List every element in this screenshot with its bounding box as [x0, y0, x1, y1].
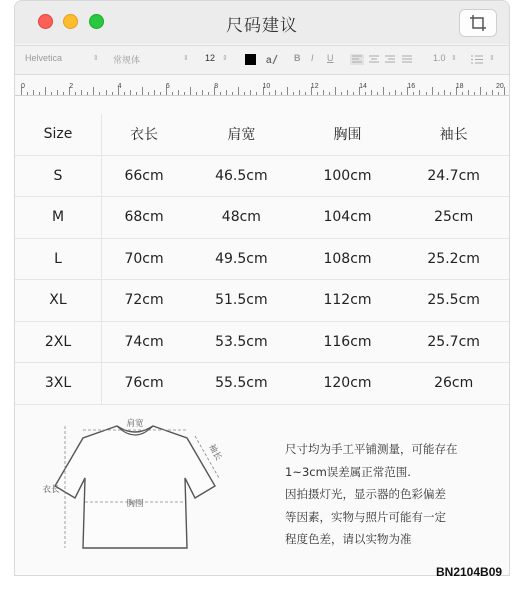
ruler-tick: [99, 92, 100, 95]
ruler-tick: [480, 87, 481, 95]
product-code: BN2104B09: [436, 565, 503, 579]
list-chevron-icon: ⇕: [489, 54, 495, 62]
table-row: [15, 197, 509, 239]
table-cell: 70cm: [102, 238, 187, 280]
title-bar: [15, 1, 509, 44]
ruler-tick: [238, 87, 239, 95]
table-cell: 104cm: [297, 197, 399, 239]
alignment-buttons[interactable]: [350, 54, 420, 65]
tshirt-outline-icon: [55, 426, 215, 548]
text-color-swatch[interactable]: [245, 54, 256, 65]
ruler-label: 18: [455, 83, 464, 90]
table-cell: 108cm: [297, 238, 399, 280]
ruler-label: 4: [117, 83, 122, 90]
ruler-tick: [112, 92, 113, 95]
ruler-tick: [124, 92, 125, 95]
ruler-tick: [474, 92, 475, 95]
table-cell: 51.5cm: [186, 280, 297, 322]
note-line: 1~3cm误差属正常范围.: [285, 464, 411, 479]
ruler-tick: [232, 92, 233, 95]
note-line: 程度色差，请以实物为准: [285, 532, 412, 546]
table-cell: 116cm: [297, 321, 399, 363]
ruler-tick: [172, 92, 173, 95]
table-cell: 3XL: [15, 363, 102, 405]
table-cell: 2XL: [15, 321, 102, 363]
ruler-tick: [75, 92, 76, 95]
ruler-tick: [498, 92, 499, 95]
ruler-tick: [426, 92, 427, 95]
measurement-note: [285, 438, 495, 551]
ruler-tick: [504, 87, 505, 95]
ruler-tick: [81, 90, 82, 95]
table-header-cell: Size: [15, 114, 102, 155]
ruler-tick: [106, 90, 107, 95]
ruler-tick: [401, 92, 402, 95]
window-title: 尺码建议: [226, 16, 298, 36]
bold-button[interactable]: B: [294, 53, 301, 63]
ruler-tick: [468, 90, 469, 95]
font-style-select[interactable]: 常规体: [113, 55, 141, 65]
ruler[interactable]: [15, 75, 509, 96]
table-row: [15, 155, 509, 197]
crop-icon: [469, 14, 487, 32]
line-spacing-chevron-icon: ⇕: [451, 54, 457, 62]
font-size-chevron-icon: ⇕: [222, 54, 228, 62]
table-cell: 55.5cm: [186, 363, 297, 405]
note-line: 等因素，实物与照片可能有一定: [285, 509, 446, 524]
ruler-tick: [220, 92, 221, 95]
ruler-label: 0: [21, 83, 25, 90]
ruler-tick: [275, 90, 276, 95]
ruler-tick: [371, 90, 372, 95]
ruler-tick: [335, 87, 336, 95]
table-cell: 68cm: [102, 197, 187, 239]
table-cell: 25.7cm: [398, 321, 509, 363]
ruler-tick: [413, 92, 414, 95]
ruler-tick: [347, 90, 348, 95]
ruler-tick: [299, 90, 300, 95]
ruler-tick: [39, 92, 40, 95]
ruler-tick: [142, 87, 143, 95]
table-cell: 25.2cm: [398, 238, 509, 280]
format-toolbar: [15, 45, 509, 75]
ruler-tick: [269, 92, 270, 95]
table-cell: 24.7cm: [398, 155, 509, 197]
note-line: 尺寸均为手工平铺测量，可能存在: [285, 442, 458, 456]
ruler-label: 16: [407, 83, 416, 90]
note-line: 因拍摄灯光，显示器的色彩偏差: [285, 487, 446, 501]
ruler-tick: [450, 92, 451, 95]
table-header-cell: 胸围: [297, 114, 399, 155]
ruler-tick: [323, 90, 324, 95]
table-cell: 46.5cm: [186, 155, 297, 197]
diagram-label-length: 衣长: [42, 485, 60, 495]
ruler-label: 10: [262, 83, 271, 90]
ruler-tick: [353, 92, 354, 95]
table-cell: 100cm: [297, 155, 399, 197]
font-size-select[interactable]: 12: [205, 53, 216, 63]
ruler-label: 20: [496, 83, 504, 90]
ruler-tick: [341, 92, 342, 95]
ruler-tick: [154, 90, 155, 95]
size-table: [15, 114, 509, 405]
table-cell: L: [15, 238, 102, 280]
ruler-tick: [63, 92, 64, 95]
ruler-tick: [202, 90, 203, 95]
ruler-label: 14: [359, 83, 367, 90]
ruler-tick: [27, 92, 28, 95]
highlight-color-icon[interactable]: [265, 53, 279, 66]
table-header-cell: 肩宽: [186, 114, 297, 155]
ruler-tick: [287, 87, 288, 95]
ruler-tick: [45, 87, 46, 95]
table-cell: 74cm: [102, 321, 187, 363]
table-cell: 25.5cm: [398, 280, 509, 322]
ruler-tick: [130, 90, 131, 95]
table-row: [15, 321, 509, 363]
table-header-cell: 袖长: [398, 114, 509, 155]
ruler-tick: [444, 90, 445, 95]
underline-button[interactable]: U: [327, 53, 334, 63]
italic-button[interactable]: I: [311, 53, 314, 63]
table-cell: 66cm: [102, 155, 187, 197]
diagram-label-shoulder: 肩宽: [126, 419, 144, 429]
ruler-tick: [419, 90, 420, 95]
table-cell: 26cm: [398, 363, 509, 405]
table-cell: 49.5cm: [186, 238, 297, 280]
ruler-tick: [93, 87, 94, 95]
table-cell: 53.5cm: [186, 321, 297, 363]
ruler-tick: [51, 92, 52, 95]
editor-window: [14, 0, 510, 576]
diagram-label-sleeve: 袖长: [206, 442, 224, 463]
list-icon[interactable]: [471, 55, 483, 64]
ruler-tick: [160, 92, 161, 95]
ruler-label: 8: [214, 83, 219, 90]
ruler-tick: [383, 87, 384, 95]
line-spacing-select[interactable]: 1.0: [433, 53, 446, 63]
ruler-tick: [148, 92, 149, 95]
ruler-tick: [244, 92, 245, 95]
ruler-tick: [184, 92, 185, 95]
ruler-tick: [196, 92, 197, 95]
ruler-tick: [57, 90, 58, 95]
ruler-tick: [389, 92, 390, 95]
table-header-cell: 衣长: [102, 114, 187, 155]
ruler-tick: [432, 87, 433, 95]
ruler-tick: [226, 90, 227, 95]
table-cell: 112cm: [297, 280, 399, 322]
ruler-tick: [33, 90, 34, 95]
document-body: [15, 96, 509, 575]
table-cell: XL: [15, 280, 102, 322]
ruler-tick: [281, 92, 282, 95]
ruler-tick: [365, 92, 366, 95]
ruler-tick: [492, 90, 493, 95]
svg-text:a: a: [266, 55, 272, 66]
ruler-tick: [136, 92, 137, 95]
table-cell: 72cm: [102, 280, 187, 322]
font-family-chevron-icon: ⇕: [93, 54, 99, 62]
table-cell: S: [15, 155, 102, 197]
ruler-tick: [305, 92, 306, 95]
ruler-tick: [87, 92, 88, 95]
table-cell: 25cm: [398, 197, 509, 239]
ruler-tick: [256, 92, 257, 95]
ruler-tick: [329, 92, 330, 95]
ruler-tick: [486, 92, 487, 95]
ruler-tick: [462, 92, 463, 95]
tshirt-measurement-diagram: [35, 416, 255, 556]
table-header-row: [15, 114, 509, 155]
ruler-tick: [250, 90, 251, 95]
table-cell: 48cm: [186, 197, 297, 239]
font-style-chevron-icon: ⇕: [183, 54, 189, 62]
ruler-tick: [208, 92, 209, 95]
font-family-select[interactable]: Helvetica: [25, 53, 63, 63]
ruler-tick: [438, 92, 439, 95]
ruler-label: 12: [310, 83, 319, 90]
table-cell: 76cm: [102, 363, 187, 405]
table-cell: 120cm: [297, 363, 399, 405]
ruler-tick: [178, 90, 179, 95]
table-row: [15, 280, 509, 322]
diagram-label-chest: 胸围: [126, 499, 144, 509]
ruler-label: 2: [69, 83, 74, 90]
ruler-tick: [190, 87, 191, 95]
table-row: [15, 363, 509, 405]
crop-button[interactable]: [459, 9, 497, 37]
ruler-tick: [293, 92, 294, 95]
ruler-tick: [377, 92, 378, 95]
table-row: [15, 238, 509, 280]
ruler-tick: [317, 92, 318, 95]
ruler-label: 6: [165, 83, 170, 90]
ruler-tick: [395, 90, 396, 95]
table-cell: M: [15, 197, 102, 239]
